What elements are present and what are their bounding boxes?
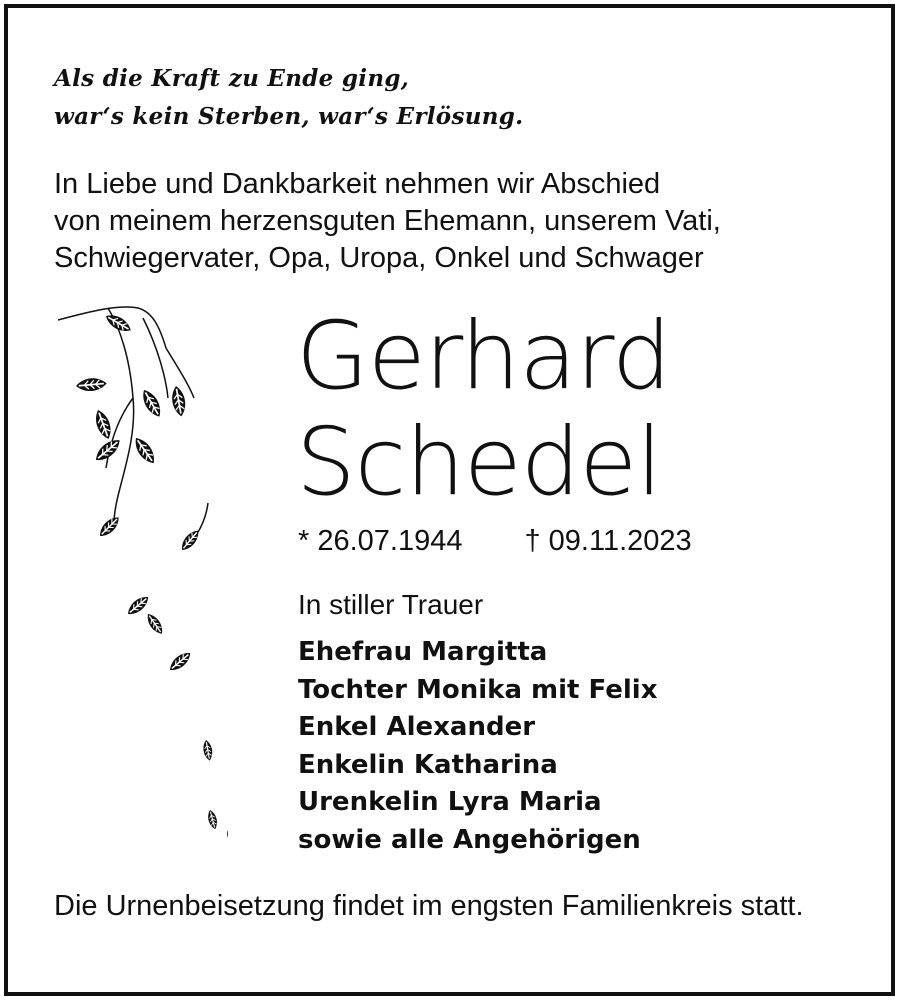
mourner-item: Urenkelin Lyra Maria <box>298 787 602 817</box>
death-date: † 09.11.2023 <box>524 525 692 557</box>
intro-line-3: Schwiegervater, Opa, Uropa, Onkel und Schwager <box>54 242 704 274</box>
intro-line-1: In Liebe und Dankbarkeit nehmen wir Abschied <box>54 168 661 200</box>
intro-line-2: von meinem herzensguten Ehemann, unserem Vati, <box>54 205 721 237</box>
birth-date: * 26.07.1944 <box>298 525 463 557</box>
motto-line-2: war‘s kein Sterben, war‘s Erlösung. <box>54 103 524 130</box>
mourners-list <box>298 634 657 859</box>
funeral-note: Die Urnenbeisetzung findet im engsten Familienkreis statt. <box>54 890 804 922</box>
life-dates <box>298 523 692 559</box>
last-name: Schedel <box>296 408 662 517</box>
mourner-item: sowie alle Angehörigen <box>298 824 641 855</box>
mourner-item: Enkelin Katharina <box>298 749 558 780</box>
leaves <box>75 311 228 843</box>
mourning-intro: In stiller Trauer <box>298 589 484 620</box>
motto-line-1: Als die Kraft zu Ende ging, <box>54 65 410 92</box>
motto <box>54 60 523 136</box>
deceased-name <box>296 304 671 516</box>
obituary-notice <box>4 4 895 996</box>
first-name: Gerhard <box>296 302 671 411</box>
mourner-item: Tochter Monika mit Felix <box>298 674 658 705</box>
birch-branch-illustration <box>48 298 228 858</box>
mourner-item: Enkel Alexander <box>298 712 536 742</box>
intro-text <box>54 166 721 277</box>
branch-stems <box>58 307 208 538</box>
mourner-item: Ehefrau Margitta <box>298 637 548 667</box>
